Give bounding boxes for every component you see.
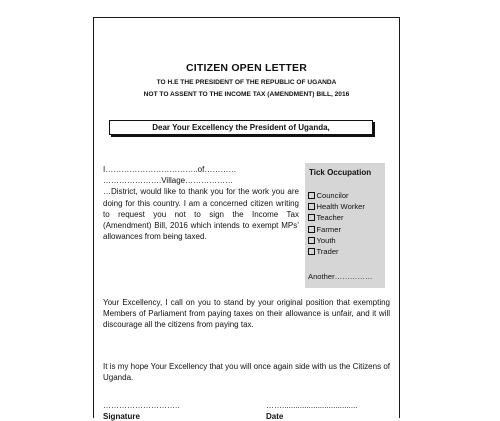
intro-paragraph <box>103 164 299 242</box>
salutation-box: Dear Your Excellency the President of Uganda, <box>109 120 373 135</box>
occupation-label: Councilor <box>316 191 349 201</box>
occupation-option-trader[interactable] <box>308 246 365 257</box>
occupation-options <box>308 190 365 257</box>
checkbox-icon[interactable] <box>308 248 315 255</box>
checkbox-icon[interactable] <box>308 237 315 244</box>
village-fill-line: ………………….Village……………… <box>103 176 234 186</box>
checkbox-icon[interactable] <box>308 203 315 210</box>
checkbox-icon[interactable] <box>308 214 315 221</box>
signature-label: Signature <box>103 412 140 421</box>
occupation-label: Farmer <box>316 224 341 234</box>
letter-page <box>93 17 400 421</box>
paragraph-request: Your Excellency, I call on you to stand by your original position that exempting Members of Parliament from paying taxes on their allowance is unfair, and it will discourage all the citizens from paying tax. <box>103 298 390 330</box>
intro-text: …District, would like to thank you for the work you are doing for this country. I am a concerned citizen writing to request you not to sign the Income Tax (Amendment) Bill, 2016 which intends to exempt MPs’ allowances from being taxed. <box>103 187 299 242</box>
letter-subtitle-line-1: TO H.E THE PRESIDENT OF THE REPUBLIC OF UGANDA <box>156 79 337 86</box>
signature-line[interactable]: ……………………….. <box>103 401 180 410</box>
letter-subtitle-line-2: NOT TO ASSENT TO THE INCOME TAX (AMENDMENT) BILL, 2016 <box>143 91 350 98</box>
occupation-option-youth[interactable] <box>308 235 365 246</box>
occupation-option-teacher[interactable] <box>308 212 365 223</box>
occupation-label: Health Worker <box>316 202 365 212</box>
occupation-option-farmer[interactable] <box>308 224 365 235</box>
occupation-option-councilor[interactable] <box>308 190 365 201</box>
date-line[interactable]: …….................................. <box>266 401 358 410</box>
date-label: Date <box>266 412 284 421</box>
checkbox-icon[interactable] <box>308 226 315 233</box>
occupation-other-field[interactable]: Another…………… <box>308 272 373 281</box>
occupation-title: Tick Occupation <box>309 168 372 177</box>
occupation-label: Youth <box>316 235 336 245</box>
checkbox-icon[interactable] <box>308 192 315 199</box>
occupation-option-health-worker[interactable] <box>308 201 365 212</box>
letter-title: CITIZEN OPEN LETTER <box>185 62 308 74</box>
name-fill-line: I……………………………..of………… <box>103 165 237 174</box>
occupation-label: Teacher <box>316 213 344 223</box>
paragraph-hope: It is my hope Your Excellency that you will once again side with us the Citizens of Uganda. <box>103 362 390 383</box>
occupation-box <box>305 163 385 288</box>
occupation-label: Trader <box>316 247 339 257</box>
